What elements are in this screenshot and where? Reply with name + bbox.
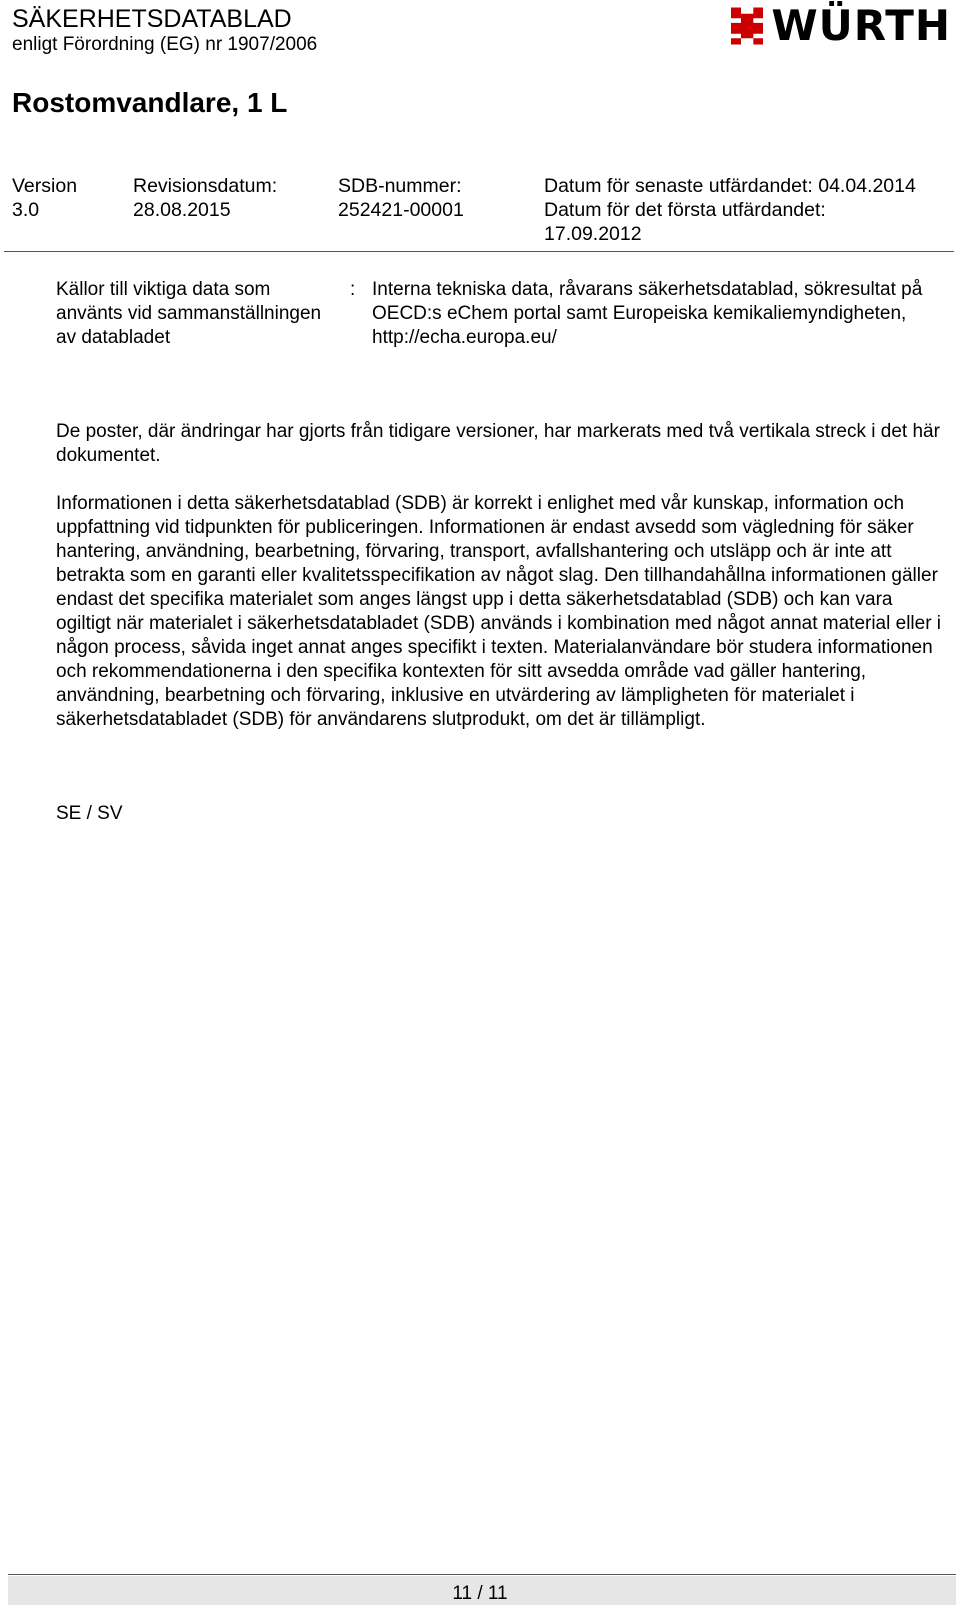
page-number: 11 / 11 bbox=[452, 1583, 508, 1604]
changes-note: De poster, där ändringar har gjorts från tidigare versioner, har markerats med två vertikala streck i det här dokumentet. bbox=[56, 421, 940, 466]
header-divider bbox=[4, 251, 954, 252]
document-subtitle: enligt Förordning (EG) nr 1907/2006 bbox=[12, 34, 318, 55]
disclaimer-paragraph: Informationen i detta säkerhetsdatablad (SDB) är korrekt i enlighet med vår kunskap, information och uppfattning vid tidpunkten för publiceringen. Informationen är endast avsedd som vägledning för säker hantering, användning, bearbetning, förvaring, transport, avfallshantering och utsläpp och är inte att betrakta som en garanti eller kvalitetsspecifikation av något slag. Den tillhandahållna informationen gäller endast det specifika materialet som anges längst upp i detta säkerhetsdatablad (SDB) och kan vara ogiltigt när materialet i säkerhetsdatabladet (SDB) används i kombination med något annat material eller i någon process, såvida inget annat anges specifikt i texten. Materialanvändare bör studera informationen och rekommendationerna i den specifika kontexten för sitt avsedda område vad gäller hantering, användning, bearbetning och förvaring, inklusive en utvärdering av lämpligheten för materialet i säkerhetsdatabladet (SDB) för användarens slutprodukt, om det är tillämpligt. bbox=[56, 493, 942, 730]
meta-issue-dates bbox=[544, 174, 916, 246]
meta-revision bbox=[133, 174, 277, 222]
document-title: SÄKERHETSDATABLAD bbox=[12, 5, 292, 33]
meta-version bbox=[12, 174, 77, 222]
sdb-value: 252421-00001 bbox=[338, 199, 464, 221]
locale-code: SE / SV bbox=[56, 803, 123, 824]
brand-wordmark: WÜRTH bbox=[771, 1, 951, 50]
footer-divider bbox=[8, 1574, 956, 1575]
last-issued-date: Datum för senaste utfärdandet: 04.04.2014 bbox=[544, 175, 916, 197]
sdb-label: SDB-nummer: bbox=[338, 175, 462, 197]
sources-value: Interna tekniska data, råvarans säkerhetsdatablad, sökresultat på OECD:s eChem portal samt Europeiska kemikaliemyndigheten, http://echa.europa.eu/ bbox=[372, 279, 923, 348]
meta-sdb-number bbox=[338, 174, 464, 222]
revision-label: Revisionsdatum: bbox=[133, 175, 278, 197]
revision-value: 28.08.2015 bbox=[133, 199, 231, 221]
wurth-logo bbox=[731, 0, 951, 52]
sources-label: Källor till viktiga data som använts vid sammanställningen av databladet bbox=[56, 279, 322, 348]
sources-colon: : bbox=[350, 279, 356, 300]
wurth-logo-icon bbox=[731, 2, 763, 50]
version-value: 3.0 bbox=[12, 199, 40, 221]
first-issued-value: 17.09.2012 bbox=[544, 223, 642, 245]
version-label: Version bbox=[12, 175, 78, 197]
first-issued-label: Datum för det första utfärdandet: bbox=[544, 199, 826, 221]
product-name: Rostomvandlare, 1 L bbox=[12, 87, 288, 118]
